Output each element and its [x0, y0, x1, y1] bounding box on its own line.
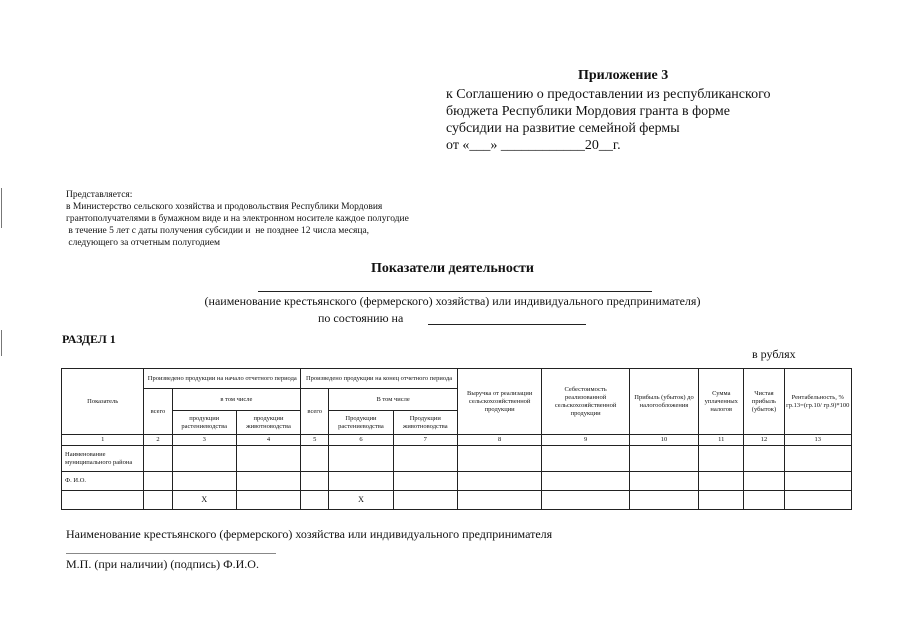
table-cell[interactable] [236, 491, 300, 510]
column-number: 11 [699, 435, 744, 446]
col-crop-end: Продукции растениеводства [329, 411, 393, 435]
table-cell[interactable] [629, 446, 698, 472]
submission-line: в течение 5 лет с даты получения субсидии и не позднее 12 числа месяца, [66, 226, 370, 236]
col-profitability: Рентабельность, % гр.13=(гр.10/ гр.9)*100 [784, 369, 851, 435]
col-livestock-start: продукции животноводства [236, 411, 300, 435]
col-produced-start: Произведено продукции на начало отчетного периода [144, 369, 301, 389]
scan-edge-mark [1, 330, 2, 356]
table-cell[interactable] [144, 491, 172, 510]
table-row [62, 472, 852, 491]
scan-edge-mark [1, 188, 2, 228]
submission-line: следующего за отчетным полугодием [66, 238, 221, 248]
table-cell[interactable] [784, 446, 851, 472]
row-label [62, 491, 144, 510]
annex-date-line: от «___» ____________20__г. [446, 138, 621, 153]
entity-name-blank[interactable] [258, 291, 652, 292]
footer-name-line: Наименование крестьянского (фермерского) хозяйства или индивидуального предпринимателя [66, 527, 553, 541]
table-cell[interactable] [699, 472, 744, 491]
table-cell[interactable] [457, 491, 541, 510]
indicators-table [61, 368, 852, 510]
table-cell[interactable] [744, 491, 784, 510]
row-label: Ф. И.О. [62, 472, 144, 491]
table-cell[interactable] [699, 491, 744, 510]
table-cell[interactable] [301, 446, 329, 472]
submission-line: грантополучателями в бумажном виде и на электронном носителе каждое полугодие [66, 214, 409, 224]
annex-line: бюджета Республики Мордовия гранта в форме [446, 104, 731, 119]
column-number: 6 [329, 435, 393, 446]
row-label: Наименование муниципального района [62, 446, 144, 472]
as-of-label: по состоянию на [318, 311, 404, 325]
col-profit: Прибыль (убыток) до налогообложения [629, 369, 698, 435]
table-row [62, 491, 852, 510]
submission-line: в Министерство сельского хозяйства и продовольствия Республики Мордовия [66, 202, 383, 212]
column-number: 13 [784, 435, 851, 446]
footer-signature: М.П. (при наличии) (подпись) Ф.И.О. [66, 557, 259, 571]
column-number: 4 [236, 435, 300, 446]
table-cell[interactable] [236, 472, 300, 491]
table-cell[interactable] [393, 472, 457, 491]
col-net-profit: Чистая прибыль (убыток) [744, 369, 784, 435]
table-cell[interactable] [744, 446, 784, 472]
col-indicator: Показатель [62, 369, 144, 435]
table-cell[interactable] [301, 491, 329, 510]
col-taxes: Сумма уплаченных налогов [699, 369, 744, 435]
page-title: Показатели деятельности [371, 261, 534, 276]
column-number: 3 [172, 435, 236, 446]
col-cost: Себестоимость реализованной сельскохозяйственной продукции [542, 369, 629, 435]
col-livestock-end: Продукции животноводства [393, 411, 457, 435]
table-cell[interactable] [329, 472, 393, 491]
annex-line: субсидии на развитие семейной фермы [446, 121, 680, 136]
table-cell[interactable]: X [329, 491, 393, 510]
signature-blank[interactable] [66, 553, 276, 554]
table-cell[interactable] [699, 446, 744, 472]
col-produced-end: Произведено продукции на конец отчетного периода [301, 369, 458, 389]
column-number: 7 [393, 435, 457, 446]
column-number: 9 [542, 435, 629, 446]
column-number: 2 [144, 435, 172, 446]
column-numbers-row [62, 435, 852, 446]
table-cell[interactable] [144, 446, 172, 472]
annex-line: к Соглашению о предоставлении из республиканского [446, 87, 771, 102]
table-row [62, 446, 852, 472]
table-cell[interactable] [457, 446, 541, 472]
annex-title: Приложение 3 [578, 68, 669, 83]
units-label: в рублях [752, 347, 796, 361]
table-cell[interactable] [236, 446, 300, 472]
table-cell[interactable] [393, 446, 457, 472]
table-cell[interactable] [784, 472, 851, 491]
table-cell[interactable] [172, 472, 236, 491]
entity-caption: (наименование крестьянского (фермерского) хозяйства) или индивидуального предпринимателя) [204, 294, 701, 308]
table-cell[interactable] [629, 491, 698, 510]
table-cell[interactable]: X [172, 491, 236, 510]
table-cell[interactable] [542, 472, 629, 491]
col-total-end: всего [301, 389, 329, 435]
col-including-end: В том числе [329, 389, 458, 411]
submission-line: Представляется: [66, 190, 133, 200]
table-cell[interactable] [542, 446, 629, 472]
table-cell[interactable] [629, 472, 698, 491]
table-cell[interactable] [301, 472, 329, 491]
column-number: 1 [62, 435, 144, 446]
column-number: 8 [457, 435, 541, 446]
col-crop-start: продукции растениеводства [172, 411, 236, 435]
column-number: 12 [744, 435, 784, 446]
column-number: 5 [301, 435, 329, 446]
table-cell[interactable] [542, 491, 629, 510]
table-cell[interactable] [744, 472, 784, 491]
table-cell[interactable] [329, 446, 393, 472]
table-cell[interactable] [457, 472, 541, 491]
col-total-start: всего [144, 389, 172, 435]
table-header-row [62, 369, 852, 389]
table-cell[interactable] [172, 446, 236, 472]
table-cell[interactable] [144, 472, 172, 491]
as-of-date-blank[interactable] [428, 324, 586, 325]
column-number: 10 [629, 435, 698, 446]
table-cell[interactable] [784, 491, 851, 510]
col-including-start: в том числе [172, 389, 301, 411]
section-label: РАЗДЕЛ 1 [62, 332, 116, 346]
col-revenue: Выручка от реализации сельскохозяйственной продукции [457, 369, 541, 435]
table-cell[interactable] [393, 491, 457, 510]
